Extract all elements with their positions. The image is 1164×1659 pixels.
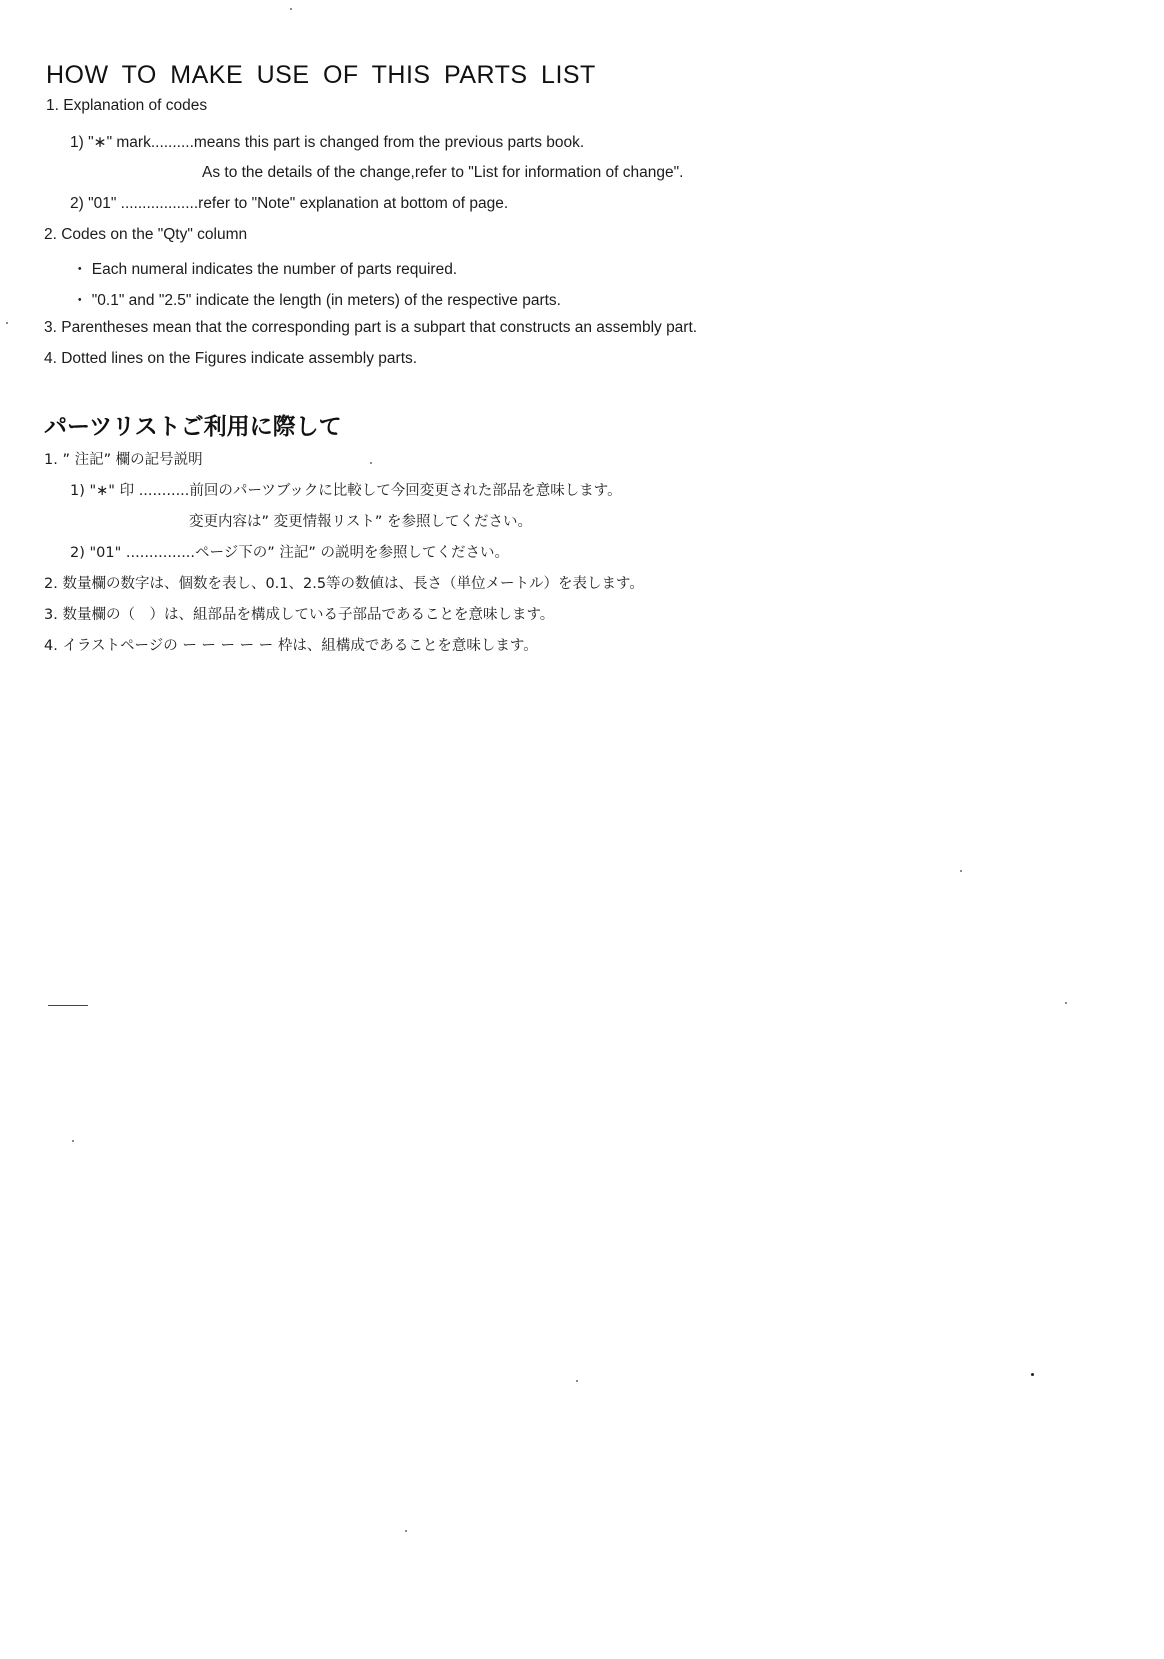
jp-line-4: 2) "01" ...............ページ下の” 注記” の説明を参照してください。 [70,545,509,561]
jp-line-5: 2. 数量欄の数字は、個数を表し、0.1、2.5等の数値は、長さ（単位メートル）を表します。 [44,576,644,592]
jp-line-7: 4. イラストページの ー ー ー ー ー 枠は、組構成であることを意味します。 [44,638,538,654]
en-line-3: As to the details of the change,refer to "List for information of change". [202,164,684,181]
jp-line-2: 1) "∗" 印 ...........前回のパーツブックに比較して今回変更された部品を意味します。 [70,483,622,499]
scan-speck [960,870,962,872]
scan-speck [290,8,292,10]
english-title: HOW TO MAKE USE OF THIS PARTS LIST [46,60,596,89]
scan-speck [370,462,372,464]
en-line-2: 1) "∗" mark..........means this part is changed from the previous parts book. [70,134,585,151]
japanese-title: パーツリストご利用に際して [44,414,342,440]
scan-speck [405,1530,407,1532]
jp-line-6: 3. 数量欄の（ ）は、組部品を構成している子部品であることを意味します。 [44,607,555,623]
en-line-5: 2. Codes on the "Qty" column [44,226,248,243]
en-line-9: 4. Dotted lines on the Figures indicate assembly parts. [44,350,418,367]
en-line-8: 3. Parentheses mean that the corresponding part is a subpart that constructs an assembly part. [44,319,698,336]
jp-line-3: 変更内容は” 変更情報リスト” を参照してください。 [189,514,532,530]
scan-speck [1065,1002,1067,1004]
scan-speck [576,1380,578,1382]
en-line-1: 1. Explanation of codes [46,97,208,114]
scan-speck [6,322,8,324]
jp-line-1: 1. ” 注記” 欄の記号説明 [44,452,203,468]
en-line-4: 2) "01" ..................refer to "Note" explanation at bottom of page. [70,195,509,212]
scan-dot [1031,1373,1034,1376]
short-rule [48,1005,88,1006]
en-line-6: ・ Each numeral indicates the number of parts required. [72,261,458,278]
scan-speck [72,1140,74,1142]
en-line-7: ・ "0.1" and "2.5" indicate the length (in meters) of the respective parts. [72,292,561,309]
